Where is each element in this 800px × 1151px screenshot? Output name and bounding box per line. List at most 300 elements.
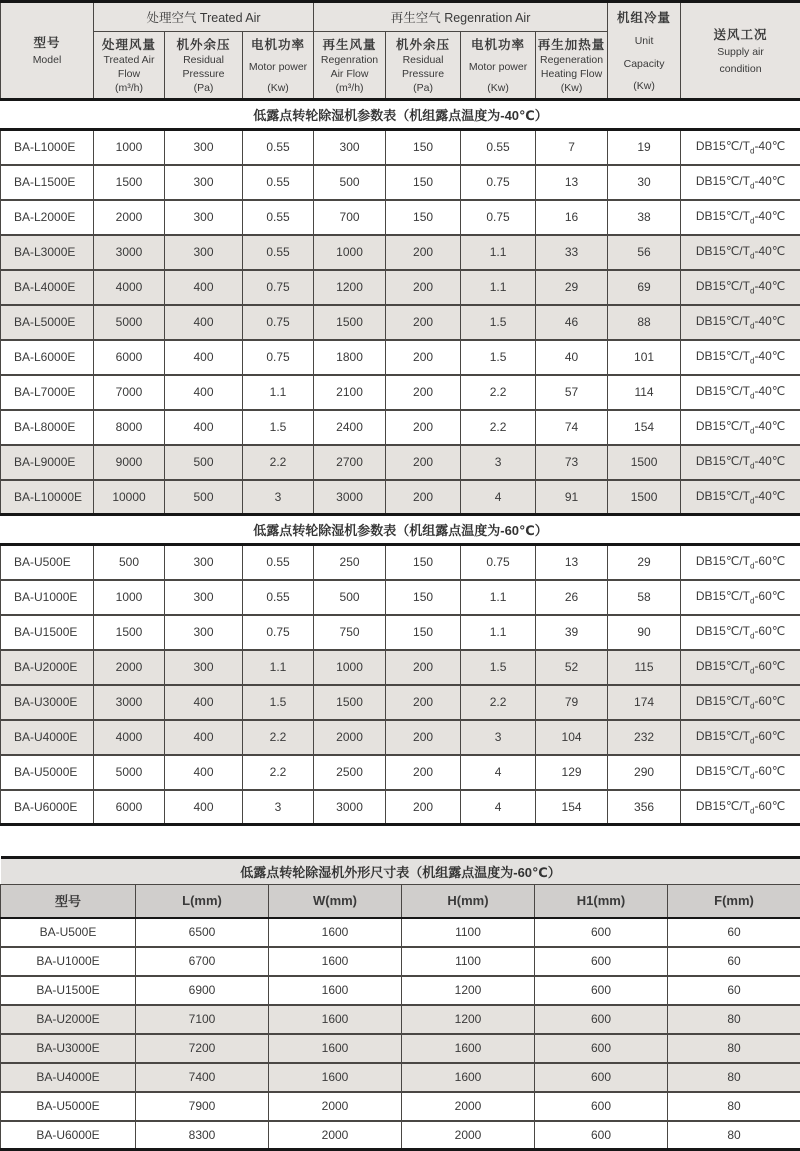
value-cell: 60 <box>668 947 800 976</box>
value-cell: 69 <box>608 270 681 305</box>
value-cell: 300 <box>165 615 243 650</box>
value-cell: 73 <box>536 445 608 480</box>
header-line: Supply air <box>717 46 764 59</box>
value-cell: 250 <box>314 545 386 580</box>
value-cell: 290 <box>608 755 681 790</box>
value-cell: 300 <box>165 235 243 270</box>
header-regen-air-flow <box>314 32 386 100</box>
supply-condition-cell: $DB15℃/T_d-40℃$ <box>681 270 800 305</box>
value-cell: 80 <box>668 1034 800 1063</box>
value-cell: 400 <box>165 685 243 720</box>
value-cell: 1000 <box>314 235 386 270</box>
value-cell: 5000 <box>94 755 165 790</box>
header-regen-motor-power <box>461 32 536 100</box>
value-cell: 150 <box>386 200 461 235</box>
value-cell: 29 <box>608 545 681 580</box>
model-cell: BA-L10000E <box>1 480 94 515</box>
value-cell: 600 <box>535 918 668 947</box>
value-cell: 1600 <box>402 1063 535 1092</box>
value-cell: 40 <box>536 340 608 375</box>
value-cell: 80 <box>668 1063 800 1092</box>
value-cell: 2.2 <box>243 445 314 480</box>
value-cell: 3 <box>461 445 536 480</box>
value-cell: 1600 <box>269 1005 402 1034</box>
value-cell: 600 <box>535 947 668 976</box>
value-cell: 356 <box>608 790 681 825</box>
value-cell: 1500 <box>94 165 165 200</box>
value-cell: 2.2 <box>461 685 536 720</box>
header-line: Flow <box>118 68 140 81</box>
value-cell: 3000 <box>94 685 165 720</box>
model-cell: BA-U6000E <box>1 790 94 825</box>
value-cell: 154 <box>608 410 681 445</box>
header-line: Unit <box>635 35 654 48</box>
dim-header-h1: H1(mm) <box>535 885 668 918</box>
value-cell: 74 <box>536 410 608 445</box>
value-cell: 500 <box>94 545 165 580</box>
value-cell: 200 <box>386 720 461 755</box>
header-line: Capacity <box>624 58 665 71</box>
value-cell: 400 <box>165 790 243 825</box>
header-line: condition <box>720 63 762 76</box>
value-cell: 3 <box>243 480 314 515</box>
table-row <box>1 545 800 580</box>
value-cell: 300 <box>165 130 243 165</box>
value-cell: 2000 <box>402 1121 535 1150</box>
dim-header-l: L(mm) <box>136 885 269 918</box>
value-cell: 2000 <box>269 1092 402 1121</box>
value-cell: 6000 <box>94 790 165 825</box>
header-line: Regenration <box>321 54 378 67</box>
value-cell: 104 <box>536 720 608 755</box>
value-cell: 300 <box>165 650 243 685</box>
model-cell: BA-U3000E <box>1 685 94 720</box>
value-cell: 150 <box>386 165 461 200</box>
value-cell: 2.2 <box>243 720 314 755</box>
value-cell: 400 <box>165 720 243 755</box>
value-cell: 200 <box>386 445 461 480</box>
value-cell: 115 <box>608 650 681 685</box>
value-cell: 19 <box>608 130 681 165</box>
value-cell: 7000 <box>94 375 165 410</box>
value-cell: 300 <box>165 580 243 615</box>
table-row <box>1 755 800 790</box>
value-cell: 1.1 <box>461 580 536 615</box>
header-treated-air-group: 处理空气 Treated Air <box>94 2 314 32</box>
value-cell: 500 <box>314 165 386 200</box>
header-line: 机外余压 <box>176 35 230 53</box>
supply-condition-cell: $DB15℃/T_d-40℃$ <box>681 340 800 375</box>
value-cell: 2.2 <box>461 410 536 445</box>
supply-condition-cell: $DB15℃/T_d-60℃$ <box>681 755 800 790</box>
supply-condition-cell: $DB15℃/T_d-40℃$ <box>681 480 800 515</box>
dimension-table-header <box>1 858 800 918</box>
value-cell: 8300 <box>136 1121 269 1150</box>
value-cell: 6000 <box>94 340 165 375</box>
value-cell: 0.75 <box>461 165 536 200</box>
value-cell: 200 <box>386 340 461 375</box>
header-unit-capacity <box>608 2 681 100</box>
header-line: (m³/h) <box>115 82 143 95</box>
value-cell: 1.1 <box>461 235 536 270</box>
value-cell: 174 <box>608 685 681 720</box>
value-cell: 2000 <box>314 720 386 755</box>
value-cell: 0.55 <box>243 545 314 580</box>
supply-condition-cell: $DB15℃/T_d-40℃$ <box>681 165 800 200</box>
table-row <box>1 685 800 720</box>
dimension-table-body <box>1 918 800 1150</box>
value-cell: 1200 <box>402 976 535 1005</box>
value-cell: 13 <box>536 545 608 580</box>
value-cell: 1500 <box>94 615 165 650</box>
model-cell: BA-L6000E <box>1 340 94 375</box>
supply-condition-cell: $DB15℃/T_d-60℃$ <box>681 685 800 720</box>
value-cell: 10000 <box>94 480 165 515</box>
value-cell: 7900 <box>136 1092 269 1121</box>
model-cell: BA-L3000E <box>1 235 94 270</box>
table-row <box>1 165 800 200</box>
value-cell: 0.75 <box>461 545 536 580</box>
value-cell: 114 <box>608 375 681 410</box>
value-cell: 3 <box>461 720 536 755</box>
value-cell: 400 <box>165 755 243 790</box>
dim-header-f: F(mm) <box>668 885 800 918</box>
value-cell: 4 <box>461 755 536 790</box>
table-row <box>1 1092 800 1121</box>
value-cell: 3000 <box>94 235 165 270</box>
value-cell: 80 <box>668 1121 800 1150</box>
value-cell: 7100 <box>136 1005 269 1034</box>
supply-condition-cell: $DB15℃/T_d-60℃$ <box>681 720 800 755</box>
value-cell: 500 <box>165 480 243 515</box>
value-cell: 154 <box>536 790 608 825</box>
value-cell: 0.55 <box>461 130 536 165</box>
header-line: Treated Air <box>104 54 155 67</box>
value-cell: 1.5 <box>461 305 536 340</box>
value-cell: 150 <box>386 130 461 165</box>
value-cell: 200 <box>386 410 461 445</box>
value-cell: 200 <box>386 305 461 340</box>
value-cell: 300 <box>165 545 243 580</box>
value-cell: 0.75 <box>243 340 314 375</box>
header-line: (Kw) <box>561 82 583 95</box>
value-cell: 58 <box>608 580 681 615</box>
value-cell: 26 <box>536 580 608 615</box>
header-line: 再生风量 <box>323 35 377 53</box>
header-line: Residual <box>183 54 224 67</box>
value-cell: 750 <box>314 615 386 650</box>
dim-header-h: H(mm) <box>402 885 535 918</box>
value-cell: 6900 <box>136 976 269 1005</box>
header-line: 型号 <box>33 33 60 51</box>
value-cell: 0.55 <box>243 580 314 615</box>
value-cell: 4 <box>461 790 536 825</box>
model-cell: BA-L7000E <box>1 375 94 410</box>
value-cell: 0.55 <box>243 165 314 200</box>
model-cell: BA-U4000E <box>1 720 94 755</box>
value-cell: 3000 <box>314 790 386 825</box>
value-cell: 0.75 <box>243 305 314 340</box>
value-cell: 150 <box>386 545 461 580</box>
header-treated-residual-pressure <box>165 32 243 100</box>
header-line: Motor power <box>469 61 527 74</box>
supply-condition-cell: $DB15℃/T_d-40℃$ <box>681 235 800 270</box>
supply-condition-cell: $DB15℃/T_d-40℃$ <box>681 375 800 410</box>
section-title-row <box>1 100 800 130</box>
table-row <box>1 410 800 445</box>
value-cell: 0.75 <box>243 270 314 305</box>
value-cell: 500 <box>165 445 243 480</box>
dim-header-model: 型号 <box>1 885 136 918</box>
supply-condition-cell: $DB15℃/T_d-40℃$ <box>681 200 800 235</box>
model-cell: BA-U4000E <box>1 1063 136 1092</box>
value-cell: 56 <box>608 235 681 270</box>
model-cell: BA-L8000E <box>1 410 94 445</box>
table-row <box>1 1034 800 1063</box>
value-cell: 2400 <box>314 410 386 445</box>
value-cell: 400 <box>165 305 243 340</box>
value-cell: 3000 <box>314 480 386 515</box>
value-cell: 1600 <box>269 947 402 976</box>
supply-condition-cell: $DB15℃/T_d-60℃$ <box>681 790 800 825</box>
value-cell: 700 <box>314 200 386 235</box>
value-cell: 2000 <box>94 650 165 685</box>
value-cell: 1.5 <box>461 650 536 685</box>
value-cell: 400 <box>165 410 243 445</box>
value-cell: 1000 <box>94 580 165 615</box>
header-line: (Pa) <box>194 82 214 95</box>
header-line: 电机功率 <box>471 35 525 53</box>
value-cell: 200 <box>386 790 461 825</box>
header-line: 处理风量 <box>102 35 156 53</box>
value-cell: 88 <box>608 305 681 340</box>
supply-condition-cell: $DB15℃/T_d-60℃$ <box>681 615 800 650</box>
value-cell: 1100 <box>402 918 535 947</box>
value-cell: 80 <box>668 1005 800 1034</box>
header-line: (Kw) <box>633 80 655 93</box>
value-cell: 33 <box>536 235 608 270</box>
value-cell: 60 <box>668 976 800 1005</box>
value-cell: 150 <box>386 580 461 615</box>
section-title-row <box>1 515 800 545</box>
model-cell: BA-U5000E <box>1 1092 136 1121</box>
header-line: (Kw) <box>487 82 509 95</box>
header-line: Residual <box>403 54 444 67</box>
table-row <box>1 976 800 1005</box>
value-cell: 38 <box>608 200 681 235</box>
value-cell: 2.2 <box>243 755 314 790</box>
section-title: 低露点转轮除湿机参数表（机组露点温度为-60℃） <box>1 515 800 545</box>
value-cell: 1.1 <box>461 615 536 650</box>
value-cell: 60 <box>668 918 800 947</box>
table-gap <box>0 826 800 856</box>
value-cell: 2500 <box>314 755 386 790</box>
table-row <box>1 235 800 270</box>
table-row <box>1 580 800 615</box>
model-cell: BA-U1000E <box>1 580 94 615</box>
table-row <box>1 1063 800 1092</box>
model-cell: BA-U500E <box>1 545 94 580</box>
value-cell: 200 <box>386 235 461 270</box>
model-cell: BA-L9000E <box>1 445 94 480</box>
value-cell: 4000 <box>94 270 165 305</box>
value-cell: 80 <box>668 1092 800 1121</box>
model-cell: BA-L1000E <box>1 130 94 165</box>
value-cell: 150 <box>386 615 461 650</box>
value-cell: 1600 <box>269 1034 402 1063</box>
table-row <box>1 947 800 976</box>
value-cell: 1.5 <box>461 340 536 375</box>
value-cell: 1600 <box>402 1034 535 1063</box>
table-row <box>1 200 800 235</box>
value-cell: 1500 <box>608 445 681 480</box>
header-line: Pressure <box>182 68 224 81</box>
value-cell: 400 <box>165 375 243 410</box>
header-regen-residual-pressure <box>386 32 461 100</box>
value-cell: 600 <box>535 1063 668 1092</box>
header-line: (Kw) <box>267 82 289 95</box>
value-cell: 0.75 <box>461 200 536 235</box>
value-cell: 8000 <box>94 410 165 445</box>
value-cell: 500 <box>314 580 386 615</box>
value-cell: 90 <box>608 615 681 650</box>
dimension-table-title: 低露点转轮除湿机外形尺寸表（机组露点温度为-60℃） <box>1 858 800 885</box>
value-cell: 1500 <box>314 685 386 720</box>
header-line: Air Flow <box>331 68 369 81</box>
value-cell: 2000 <box>402 1092 535 1121</box>
value-cell: 2700 <box>314 445 386 480</box>
value-cell: 1600 <box>269 1063 402 1092</box>
model-cell: BA-L4000E <box>1 270 94 305</box>
value-cell: 57 <box>536 375 608 410</box>
header-supply-condition <box>681 2 800 100</box>
header-line: 机外余压 <box>396 35 450 53</box>
model-cell: BA-L5000E <box>1 305 94 340</box>
value-cell: 101 <box>608 340 681 375</box>
value-cell: 1800 <box>314 340 386 375</box>
parameter-table-header <box>1 2 800 100</box>
value-cell: 200 <box>386 685 461 720</box>
value-cell: 200 <box>386 480 461 515</box>
table-row <box>1 305 800 340</box>
model-cell: BA-U1000E <box>1 947 136 976</box>
value-cell: 1600 <box>269 918 402 947</box>
value-cell: 30 <box>608 165 681 200</box>
header-line: Regeneration <box>540 54 603 67</box>
header-line: (Pa) <box>413 82 433 95</box>
value-cell: 1100 <box>402 947 535 976</box>
model-cell: BA-L1500E <box>1 165 94 200</box>
value-cell: 129 <box>536 755 608 790</box>
table-row <box>1 650 800 685</box>
value-cell: 1000 <box>314 650 386 685</box>
header-line: Heating Flow <box>541 68 602 81</box>
header-regen-heating-flow <box>536 32 608 100</box>
supply-condition-cell: $DB15℃/T_d-40℃$ <box>681 410 800 445</box>
value-cell: 200 <box>386 270 461 305</box>
value-cell: 1600 <box>269 976 402 1005</box>
table-row <box>1 375 800 410</box>
value-cell: 7400 <box>136 1063 269 1092</box>
value-cell: 46 <box>536 305 608 340</box>
value-cell: 0.55 <box>243 130 314 165</box>
value-cell: 4 <box>461 480 536 515</box>
supply-condition-cell: $DB15℃/T_d-60℃$ <box>681 580 800 615</box>
model-cell: BA-U6000E <box>1 1121 136 1150</box>
dim-header-w: W(mm) <box>269 885 402 918</box>
header-line: 送风工况 <box>714 25 768 43</box>
value-cell: 2100 <box>314 375 386 410</box>
value-cell: 1.1 <box>243 650 314 685</box>
value-cell: 39 <box>536 615 608 650</box>
table-row <box>1 445 800 480</box>
value-cell: 1.5 <box>243 685 314 720</box>
table-row <box>1 790 800 825</box>
value-cell: 300 <box>165 165 243 200</box>
table-row <box>1 918 800 947</box>
header-model <box>1 2 94 100</box>
value-cell: 0.55 <box>243 235 314 270</box>
table-row <box>1 1121 800 1150</box>
value-cell: 400 <box>165 270 243 305</box>
dimension-table <box>0 856 800 1151</box>
value-cell: 1000 <box>94 130 165 165</box>
value-cell: 600 <box>535 1092 668 1121</box>
model-cell: BA-U500E <box>1 918 136 947</box>
header-line: Motor power <box>249 61 307 74</box>
value-cell: 1500 <box>314 305 386 340</box>
value-cell: 6500 <box>136 918 269 947</box>
value-cell: 300 <box>314 130 386 165</box>
value-cell: 600 <box>535 976 668 1005</box>
value-cell: 7200 <box>136 1034 269 1063</box>
header-line: 电机功率 <box>251 35 305 53</box>
header-treated-motor-power <box>243 32 314 100</box>
supply-condition-cell: $DB15℃/T_d-40℃$ <box>681 130 800 165</box>
supply-condition-cell: $DB15℃/T_d-40℃$ <box>681 305 800 340</box>
value-cell: 3 <box>243 790 314 825</box>
value-cell: 79 <box>536 685 608 720</box>
value-cell: 232 <box>608 720 681 755</box>
value-cell: 0.75 <box>243 615 314 650</box>
model-cell: BA-U2000E <box>1 650 94 685</box>
header-line: Pressure <box>402 68 444 81</box>
table-row <box>1 270 800 305</box>
value-cell: 2000 <box>269 1121 402 1150</box>
value-cell: 13 <box>536 165 608 200</box>
value-cell: 52 <box>536 650 608 685</box>
section-title: 低露点转轮除湿机参数表（机组露点温度为-40℃） <box>1 100 800 130</box>
value-cell: 1.1 <box>461 270 536 305</box>
value-cell: 6700 <box>136 947 269 976</box>
model-cell: BA-U5000E <box>1 755 94 790</box>
header-line: Model <box>33 54 62 67</box>
value-cell: 600 <box>535 1005 668 1034</box>
value-cell: 2.2 <box>461 375 536 410</box>
value-cell: 400 <box>165 340 243 375</box>
value-cell: 16 <box>536 200 608 235</box>
value-cell: 1200 <box>314 270 386 305</box>
table-row <box>1 615 800 650</box>
value-cell: 91 <box>536 480 608 515</box>
table-row <box>1 130 800 165</box>
value-cell: 2000 <box>94 200 165 235</box>
model-cell: BA-U2000E <box>1 1005 136 1034</box>
value-cell: 1200 <box>402 1005 535 1034</box>
value-cell: 9000 <box>94 445 165 480</box>
value-cell: 300 <box>165 200 243 235</box>
table-row <box>1 1005 800 1034</box>
